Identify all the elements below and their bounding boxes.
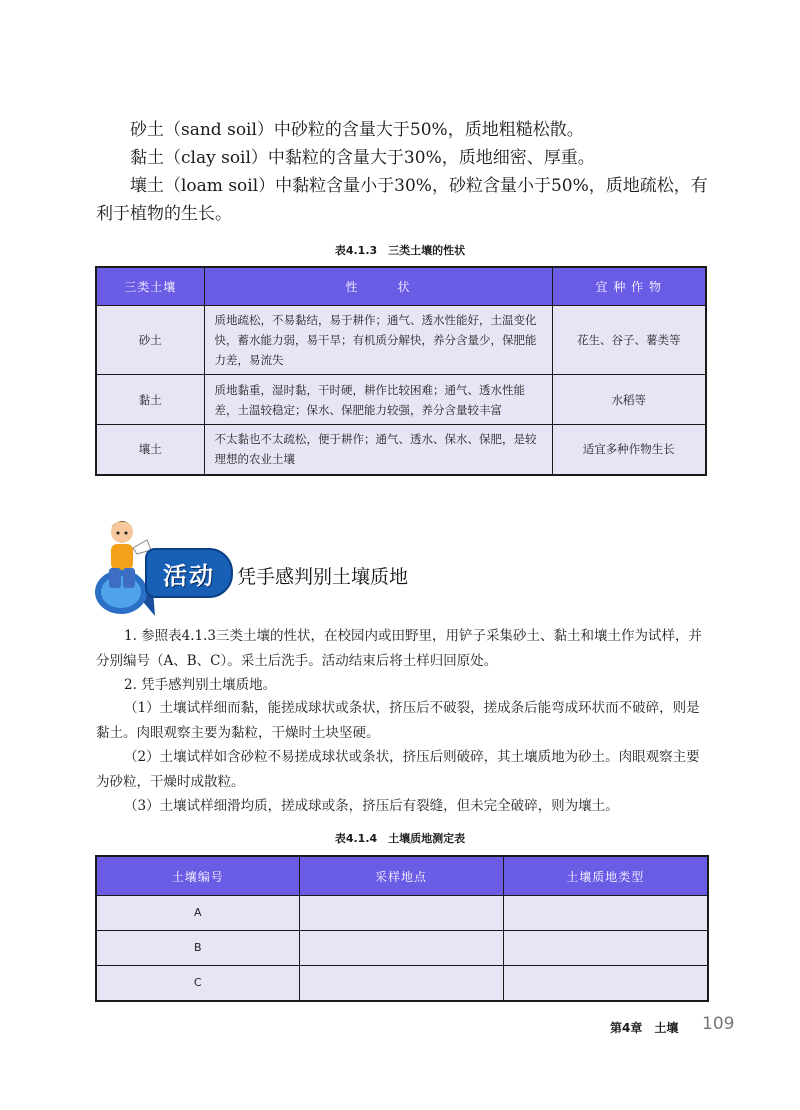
crops-cell: 花生、谷子、薯类等 bbox=[552, 306, 706, 375]
header-sample-id: 土壤编号 bbox=[96, 856, 299, 896]
traits-cell: 不太黏也不太疏松，便于耕作；通气、透水、保水、保肥，是较理想的农业土壤 bbox=[204, 425, 552, 475]
header-soil-type: 三类土壤 bbox=[96, 267, 204, 306]
table-row bbox=[96, 931, 708, 966]
table-row bbox=[96, 375, 706, 425]
activity-sub-2: （2）土壤试样如含砂粒不易搓成球状或条状，挤压后则破碎，其土壤质地为砂土。肉眼观察主要为砂粒，干燥时成散粒。 bbox=[96, 749, 700, 790]
activity-sub-1: （1）土壤试样细而黏，能搓成球状或条状，挤压后不破裂，搓成条后能弯成环状而不破碎，则是黏土。肉眼观察主要为黏粒，干燥时土块坚硬。 bbox=[96, 700, 700, 741]
activity-sub-3: （3）土壤试样细滑均质，搓成球或条，挤压后有裂缝，但未完全破碎，则为壤土。 bbox=[124, 798, 619, 814]
activity-banner bbox=[95, 512, 455, 618]
table-header-row bbox=[96, 856, 708, 896]
texture-type-cell[interactable] bbox=[503, 966, 708, 1002]
activity-badge-label: 活动 bbox=[163, 562, 215, 590]
texture-type-cell[interactable] bbox=[503, 931, 708, 966]
header-traits: 性 状 bbox=[204, 267, 552, 306]
texture-type-cell[interactable] bbox=[503, 896, 708, 931]
table2-caption: 表4.1.4 土壤质地测定表 bbox=[334, 832, 466, 845]
sample-id-cell: B bbox=[96, 931, 299, 966]
activity-step-2: 2. 凭手感判别土壤质地。 bbox=[124, 677, 277, 693]
intro-paragraph-loam: 壤土（loam soil）中黏粒含量小于30%，砂粒含量小于50%，质地疏松，有利于植物的生长。 bbox=[96, 176, 708, 224]
location-cell[interactable] bbox=[299, 931, 503, 966]
soil-texture-table bbox=[95, 855, 709, 1002]
page-number: 109 bbox=[702, 1014, 735, 1034]
soil-cell: 砂土 bbox=[96, 306, 204, 375]
header-crops: 宜 种 作 物 bbox=[552, 267, 706, 306]
table-header-row bbox=[96, 267, 706, 306]
table-row bbox=[96, 896, 708, 931]
traits-cell: 质地黏重，湿时黏，干时硬，耕作比较困难；通气、透水性能差，土温较稳定；保水、保肥能力较强，养分含量较丰富 bbox=[204, 375, 552, 425]
crops-cell: 水稻等 bbox=[552, 375, 706, 425]
table-row bbox=[96, 966, 708, 1002]
activity-badge bbox=[145, 548, 233, 598]
activity-step-1: 1. 参照表4.1.3三类土壤的性状，在校园内或田野里，用铲子采集砂土、黏土和壤土作为试样，并分别编号（A、B、C）。采土后洗手。活动结束后将土样归回原处。 bbox=[96, 628, 703, 669]
activity-title: 凭手感判别土壤质地 bbox=[237, 566, 409, 588]
header-location: 采样地点 bbox=[299, 856, 503, 896]
table1-caption: 表4.1.3 三类土壤的性状 bbox=[334, 244, 466, 257]
intro-paragraph-sand: 砂土（sand soil）中砂粒的含量大于50%，质地粗糙松散。 bbox=[130, 120, 584, 140]
location-cell[interactable] bbox=[299, 896, 503, 931]
intro-paragraph-clay: 黏土（clay soil）中黏粒的含量大于30%，质地细密、厚重。 bbox=[130, 148, 595, 168]
soil-cell: 黏土 bbox=[96, 375, 204, 425]
traits-cell: 质地疏松，不易黏结，易于耕作；通气、透水性能好，土温变化快，蓄水能力弱，易干旱；有机质分解快，养分含量少，保肥能力差，易流失 bbox=[204, 306, 552, 375]
soil-cell: 壤土 bbox=[96, 425, 204, 475]
soil-properties-table bbox=[95, 266, 707, 476]
header-texture-type: 土壤质地类型 bbox=[503, 856, 708, 896]
footer-chapter: 第4章 土壤 bbox=[610, 1021, 679, 1035]
sample-id-cell: A bbox=[96, 896, 299, 931]
table-row bbox=[96, 425, 706, 475]
sample-id-cell: C bbox=[96, 966, 299, 1002]
table-row bbox=[96, 306, 706, 375]
crops-cell: 适宜多种作物生长 bbox=[552, 425, 706, 475]
location-cell[interactable] bbox=[299, 966, 503, 1002]
